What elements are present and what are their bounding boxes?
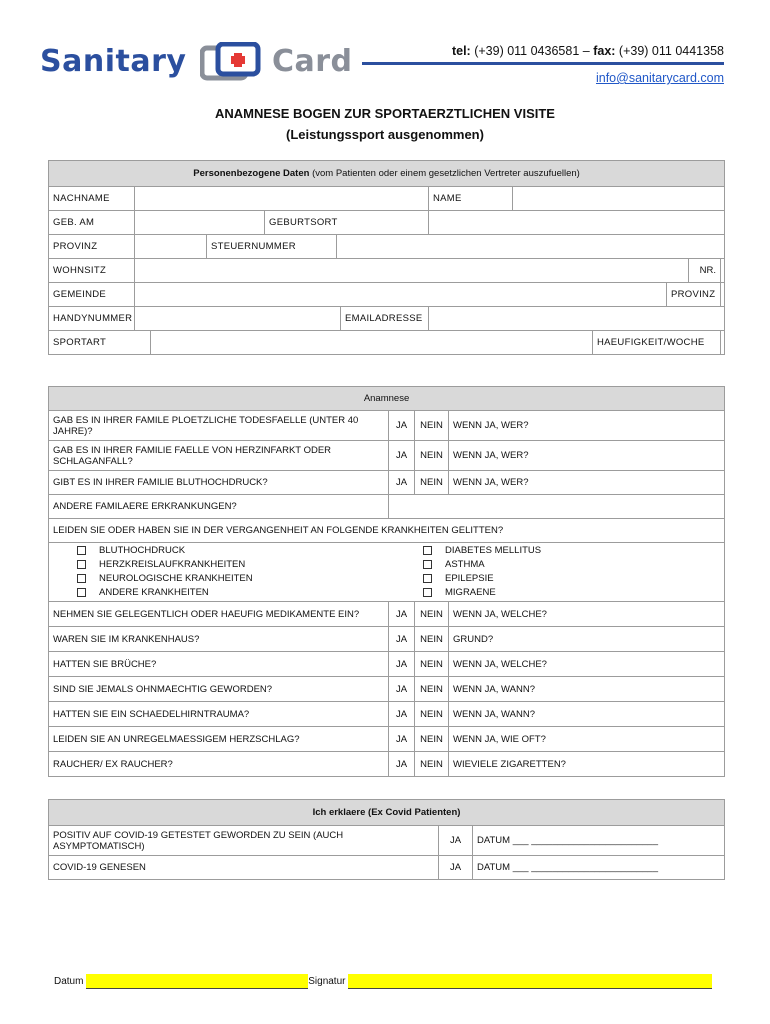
tel-value: (+39) 011 0436581 bbox=[474, 44, 580, 58]
checkbox-item[interactable]: HERZKREISLAUFKRANKHEITEN bbox=[77, 558, 253, 572]
checkbox-icon[interactable] bbox=[423, 546, 432, 555]
signatur-label: Signatur bbox=[308, 976, 346, 988]
disease-list-right bbox=[423, 544, 541, 600]
label-gemeinde: GEMEINDE bbox=[49, 283, 135, 307]
row-nein[interactable]: NEIN bbox=[415, 602, 449, 627]
question-5: LEIDEN SIE ODER HABEN SIE IN DER VERGANGENHEIT AN FOLGENDE KRANKHEITEN GELITTEN? bbox=[49, 519, 725, 543]
label-geburtsort: GEBURTSORT bbox=[265, 211, 429, 235]
covid-q1-datum[interactable]: DATUM ___ ________________________ bbox=[473, 826, 725, 856]
header-rule bbox=[362, 62, 724, 65]
geburtsort-field[interactable] bbox=[429, 211, 725, 235]
tel-label: tel: bbox=[451, 44, 471, 58]
row-followup[interactable]: WIEVIELE ZIGARETTEN? bbox=[449, 752, 725, 777]
row-ja[interactable]: JA bbox=[389, 627, 415, 652]
datum-label: Datum bbox=[54, 976, 84, 988]
logo-word-card: Card bbox=[272, 44, 353, 79]
row-ja[interactable]: JA bbox=[389, 652, 415, 677]
row-nein[interactable]: NEIN bbox=[415, 702, 449, 727]
q3-nein[interactable]: NEIN bbox=[415, 471, 449, 495]
label-haeufigkeit: HAEUFIGKEIT/WOCHE bbox=[593, 331, 721, 355]
question-4: ANDERE FAMILAERE ERKRANKUNGEN? bbox=[49, 495, 389, 519]
checkbox-icon[interactable] bbox=[423, 574, 432, 583]
row-followup[interactable]: WENN JA, WANN? bbox=[449, 677, 725, 702]
page-title: ANAMNESE BOGEN ZUR SPORTAERZTLICHEN VISITE bbox=[215, 106, 555, 121]
label-provinz: PROVINZ bbox=[49, 235, 135, 259]
anamnese-table bbox=[48, 386, 725, 777]
provinz-2-field[interactable] bbox=[721, 283, 725, 307]
haeufigkeit-field[interactable] bbox=[721, 331, 725, 355]
signatur-field[interactable] bbox=[348, 974, 712, 989]
row-ja[interactable]: JA bbox=[389, 752, 415, 777]
q2-ja[interactable]: JA bbox=[389, 441, 415, 471]
page-subtitle: (Leistungssport ausgenommen) bbox=[286, 127, 484, 142]
contact-line bbox=[452, 44, 724, 58]
checkbox-item[interactable]: BLUTHOCHDRUCK bbox=[77, 544, 253, 558]
nachname-field[interactable] bbox=[135, 187, 429, 211]
label-name: NAME bbox=[429, 187, 513, 211]
checkbox-item[interactable]: NEUROLOGISCHE KRANKHEITEN bbox=[77, 572, 253, 586]
q2-nein[interactable]: NEIN bbox=[415, 441, 449, 471]
emailadresse-field[interactable] bbox=[429, 307, 725, 331]
geb-am-field[interactable] bbox=[135, 211, 265, 235]
covid-question-genesen: COVID-19 GENESEN bbox=[49, 856, 439, 880]
wohnsitz-field[interactable] bbox=[135, 259, 689, 283]
question-1: GAB ES IN IHRER FAMILE PLOETZLICHE TODESFAELLE (UNTER 40 JAHRE)? bbox=[49, 411, 389, 441]
row-nein[interactable]: NEIN bbox=[415, 627, 449, 652]
row-nein[interactable]: NEIN bbox=[415, 677, 449, 702]
personal-data-table bbox=[48, 160, 725, 355]
covid-q1-ja[interactable]: JA bbox=[439, 826, 473, 856]
row-followup[interactable]: WENN JA, WIE OFT? bbox=[449, 727, 725, 752]
covid-q2-ja[interactable]: JA bbox=[439, 856, 473, 880]
covid-table bbox=[48, 799, 725, 880]
row-ja[interactable]: JA bbox=[389, 677, 415, 702]
checkbox-item[interactable]: ANDERE KRANKHEITEN bbox=[77, 586, 253, 600]
label-emailadresse: EMAILADRESSE bbox=[341, 307, 429, 331]
question-row: HATTEN SIE BRÜCHE? bbox=[49, 652, 389, 677]
q1-followup[interactable]: WENN JA, WER? bbox=[449, 411, 725, 441]
handynummer-field[interactable] bbox=[135, 307, 341, 331]
q3-ja[interactable]: JA bbox=[389, 471, 415, 495]
row-nein[interactable]: NEIN bbox=[415, 652, 449, 677]
covid-header: Ich erklaere (Ex Covid Patienten) bbox=[49, 800, 725, 826]
row-nein[interactable]: NEIN bbox=[415, 727, 449, 752]
question-row: HATTEN SIE EIN SCHAEDELHIRNTRAUMA? bbox=[49, 702, 389, 727]
datum-field[interactable] bbox=[86, 974, 308, 989]
label-nr: NR. bbox=[689, 259, 721, 283]
checkbox-icon[interactable] bbox=[423, 588, 432, 597]
row-nein[interactable]: NEIN bbox=[415, 752, 449, 777]
email-link[interactable]: info@sanitarycard.com bbox=[595, 71, 724, 85]
label-sportart: SPORTART bbox=[49, 331, 151, 355]
steuernummer-field[interactable] bbox=[337, 235, 725, 259]
medical-card-icon bbox=[200, 42, 262, 82]
question-row: RAUCHER/ EX RAUCHER? bbox=[49, 752, 389, 777]
checkbox-icon[interactable] bbox=[77, 574, 86, 583]
question-row: NEHMEN SIE GELEGENTLICH ODER HAEUFIG MEDIKAMENTE EIN? bbox=[49, 602, 389, 627]
question-row: LEIDEN SIE AN UNREGELMAESSIGEM HERZSCHLAG? bbox=[49, 727, 389, 752]
checkbox-icon[interactable] bbox=[77, 560, 86, 569]
question-row: WAREN SIE IM KRANKENHAUS? bbox=[49, 627, 389, 652]
checkbox-item[interactable]: ASTHMA bbox=[423, 558, 541, 572]
fax-label: fax: bbox=[593, 44, 616, 58]
covid-question-positive: POSITIV AUF COVID-19 GETESTET GEWORDEN ZU SEIN (AUCH ASYMPTOMATISCH) bbox=[49, 826, 439, 856]
sportart-field[interactable] bbox=[151, 331, 593, 355]
checkbox-item[interactable]: EPILEPSIE bbox=[423, 572, 541, 586]
checkbox-item[interactable]: DIABETES MELLITUS bbox=[423, 544, 541, 558]
label-nachname: NACHNAME bbox=[49, 187, 135, 211]
row-followup[interactable]: WENN JA, WELCHE? bbox=[449, 652, 725, 677]
row-followup[interactable]: WENN JA, WANN? bbox=[449, 702, 725, 727]
row-ja[interactable]: JA bbox=[389, 602, 415, 627]
contact-separator: – bbox=[582, 44, 590, 58]
row-ja[interactable]: JA bbox=[389, 702, 415, 727]
personal-data-header: Personenbezogene Daten (vom Patienten oder einem gesetzlichen Vertreter auszufuellen) bbox=[49, 161, 725, 187]
name-field[interactable] bbox=[513, 187, 725, 211]
q1-nein[interactable]: NEIN bbox=[415, 411, 449, 441]
checkbox-icon[interactable] bbox=[423, 560, 432, 569]
covid-q2-datum[interactable]: DATUM ___ ________________________ bbox=[473, 856, 725, 880]
anamnese-header: Anamnese bbox=[49, 387, 725, 411]
label-provinz-2: PROVINZ bbox=[667, 283, 721, 307]
provinz-field[interactable] bbox=[135, 235, 207, 259]
nr-field[interactable] bbox=[721, 259, 725, 283]
checkbox-icon[interactable] bbox=[77, 546, 86, 555]
label-geb-am: GEB. AM bbox=[49, 211, 135, 235]
disease-list-left bbox=[77, 544, 253, 600]
gemeinde-field[interactable] bbox=[135, 283, 667, 307]
question-3: GIBT ES IN IHRER FAMILIE BLUTHOCHDRUCK? bbox=[49, 471, 389, 495]
question-2: GAB ES IN IHRER FAMILIE FAELLE VON HERZINFARKT ODER SCHLAGANFALL? bbox=[49, 441, 389, 471]
row-followup[interactable]: GRUND? bbox=[449, 627, 725, 652]
row-ja[interactable]: JA bbox=[389, 727, 415, 752]
fax-value: (+39) 011 0441358 bbox=[618, 44, 724, 58]
label-handynummer: HANDYNUMMER bbox=[49, 307, 135, 331]
signature-line bbox=[54, 974, 712, 989]
checkbox-item[interactable]: MIGRAENE bbox=[423, 586, 541, 600]
checkbox-icon[interactable] bbox=[77, 588, 86, 597]
logo-word-sanitary: Sanitary bbox=[40, 44, 187, 79]
q4-answer-field[interactable] bbox=[389, 495, 725, 519]
label-wohnsitz: WOHNSITZ bbox=[49, 259, 135, 283]
q1-ja[interactable]: JA bbox=[389, 411, 415, 441]
row-followup[interactable]: WENN JA, WELCHE? bbox=[449, 602, 725, 627]
label-steuernummer: STEUERNUMMER bbox=[207, 235, 337, 259]
q3-followup[interactable]: WENN JA, WER? bbox=[449, 471, 725, 495]
q2-followup[interactable]: WENN JA, WER? bbox=[449, 441, 725, 471]
question-row: SIND SIE JEMALS OHNMAECHTIG GEWORDEN? bbox=[49, 677, 389, 702]
